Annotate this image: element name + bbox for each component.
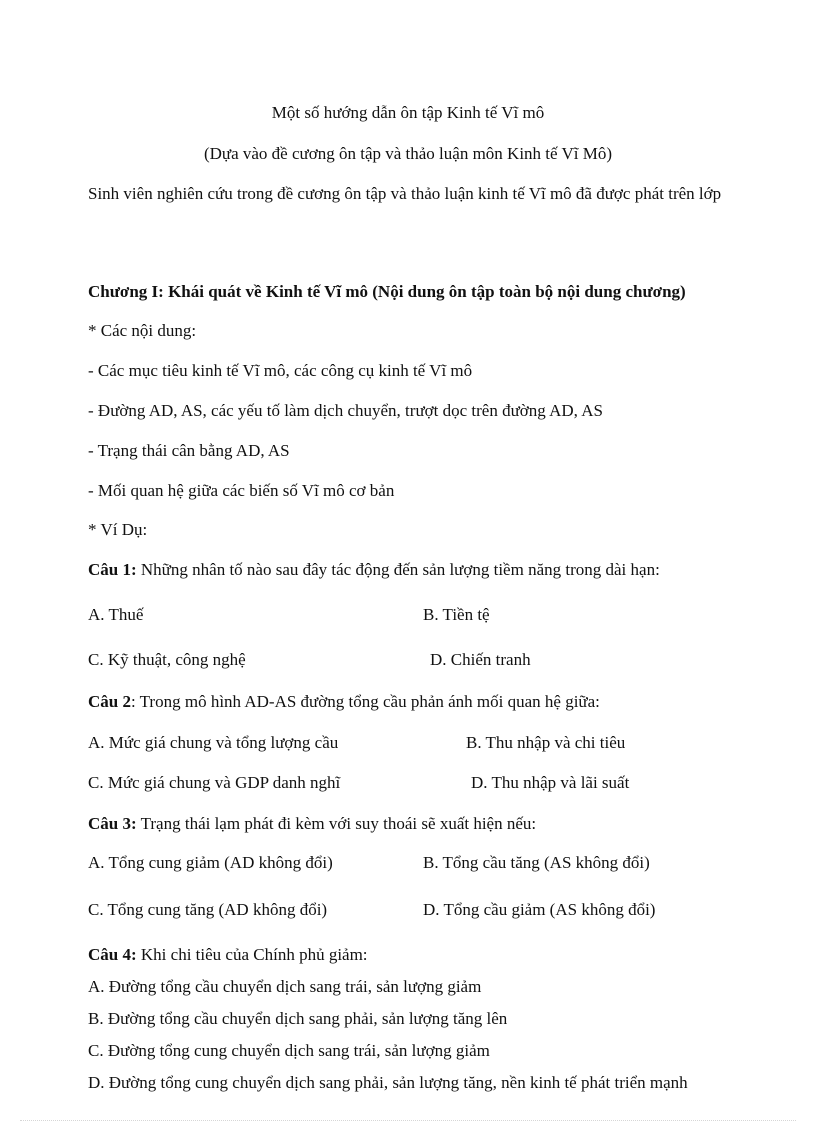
question-label: Câu 1:	[88, 560, 137, 579]
answer-option: D. Tổng cầu giảm (AS không đổi)	[423, 900, 656, 919]
question-label: Câu 2	[88, 692, 131, 711]
answer-option: D. Chiến tranh	[430, 650, 531, 669]
answer-option: B. Tiền tệ	[423, 605, 490, 624]
intro-paragraph: Sinh viên nghiên cứu trong đề cương ôn tập và thảo luận kinh tế Vĩ mô đã được phát trên lớp	[88, 184, 722, 203]
answer-option: C. Tổng cung tăng (AD không đổi)	[88, 900, 328, 919]
question-text: Những nhân tố nào sau đây tác động đến sản lượng tiềm năng trong dài hạn:	[136, 560, 660, 579]
question-4	[88, 945, 368, 965]
answer-option: C. Kỹ thuật, công nghệ	[88, 650, 246, 669]
question-label: Câu 3:	[88, 814, 137, 833]
answer-option: A. Đường tổng cầu chuyển dịch sang trái, sản lượng giảm	[88, 977, 482, 996]
contents-item: - Trạng thái cân bằng AD, AS	[88, 441, 290, 460]
contents-item: - Đường AD, AS, các yếu tố làm dịch chuyển, trượt dọc trên đường AD, AS	[88, 401, 603, 420]
document-title: Một số hướng dẫn ôn tập Kinh tế Vĩ mô	[271, 103, 545, 122]
question-text: Khi chi tiêu của Chính phủ giảm:	[136, 945, 368, 964]
question-label: Câu 4:	[88, 945, 137, 964]
answer-option: B. Đường tổng cầu chuyển dịch sang phải, sản lượng tăng lên	[88, 1009, 508, 1028]
question-3	[88, 814, 536, 834]
question-text: Trạng thái lạm phát đi kèm với suy thoái sẽ xuất hiện nếu:	[136, 814, 537, 833]
document-subtitle: (Dựa vào đề cương ôn tập và thảo luận môn Kinh tế Vĩ Mô)	[203, 144, 613, 163]
answer-option: D. Đường tổng cung chuyển dịch sang phải, sản lượng tăng, nền kinh tế phát triển mạnh	[88, 1073, 688, 1092]
answer-option: D. Thu nhập và lãi suất	[471, 773, 630, 792]
page-bottom-divider	[20, 1120, 796, 1121]
chapter-heading: Chương I: Khái quát về Kinh tế Vĩ mô (Nội dung ôn tập toàn bộ nội dung chương)	[88, 282, 686, 301]
question-2	[88, 692, 600, 712]
answer-option: C. Mức giá chung và GDP danh nghĩ	[88, 773, 341, 792]
example-label: * Ví Dụ:	[88, 520, 148, 539]
answer-option: C. Đường tổng cung chuyển dịch sang trái, sản lượng giảm	[88, 1041, 490, 1060]
answer-option: A. Mức giá chung và tổng lượng cầu	[88, 733, 339, 752]
answer-option: A. Thuế	[88, 605, 144, 624]
answer-option: B. Thu nhập và chi tiêu	[466, 733, 626, 752]
answer-option: B. Tổng cầu tăng (AS không đổi)	[423, 853, 650, 872]
contents-item: - Mối quan hệ giữa các biến số Vĩ mô cơ bản	[88, 481, 395, 500]
answer-option: A. Tổng cung giảm (AD không đổi)	[88, 853, 333, 872]
contents-label: * Các nội dung:	[88, 321, 197, 340]
question-1	[88, 560, 660, 580]
contents-item: - Các mục tiêu kinh tế Vĩ mô, các công cụ kinh tế Vĩ mô	[88, 361, 473, 380]
question-text: : Trong mô hình AD-AS đường tổng cầu phản ánh mối quan hệ giữa:	[130, 692, 600, 711]
